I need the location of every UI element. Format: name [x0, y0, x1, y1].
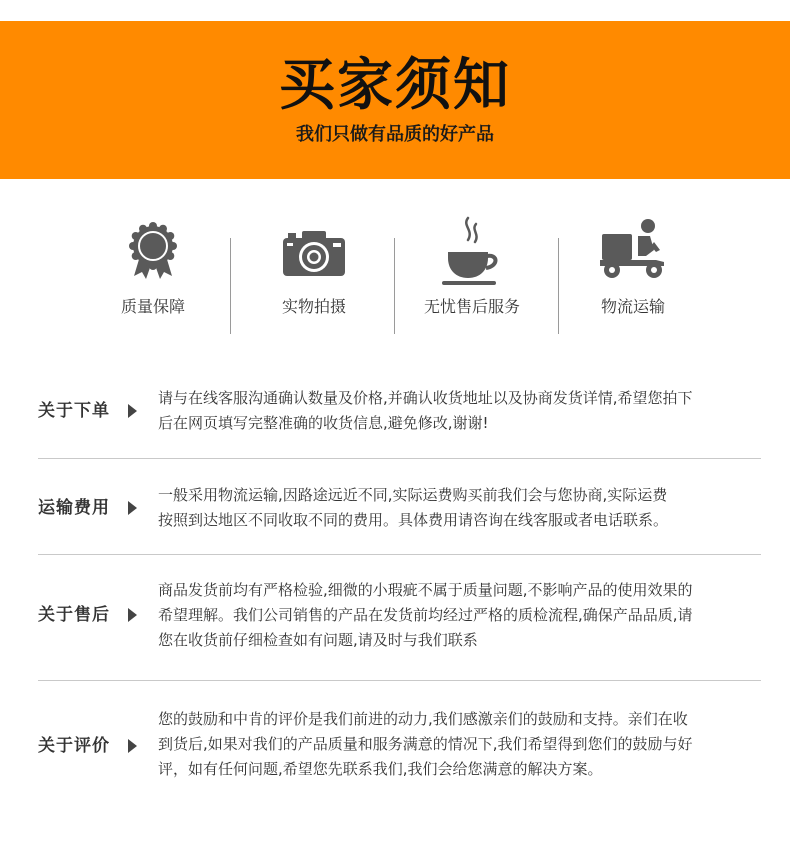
section-line: 一般采用物流运输,因路途远近不同,实际运费购买前我们会与您协商,实际运费	[158, 486, 668, 504]
feature-label: 实物拍摄	[281, 297, 346, 316]
arrow-right-icon	[128, 608, 137, 622]
feature-label: 物流运输	[600, 297, 665, 316]
page-subtitle: 我们只做有品质的好产品	[296, 124, 494, 145]
arrow-right-icon	[128, 404, 137, 418]
section-divider	[38, 680, 761, 681]
section-line: 您的鼓励和中肯的评价是我们前进的动力,我们感激亲们的鼓励和支持。亲们在收	[158, 710, 688, 728]
section-divider	[38, 554, 761, 555]
section-line: 评，如有任何问题,希望您先联系我们,我们会给您满意的解决方案。	[158, 760, 603, 778]
feature-row	[0, 212, 790, 332]
section-body	[158, 578, 761, 653]
section-line: 后在网页填写完整准确的收货信息,避免修改,谢谢!	[158, 414, 489, 432]
feature-label: 质量保障	[120, 297, 185, 316]
feature-label: 无忧售后服务	[423, 297, 520, 316]
section-body	[158, 707, 761, 782]
section-heading: 运输费用	[38, 498, 110, 518]
section-line: 商品发货前均有严格检验,细微的小瑕疵不属于质量问题,不影响产品的使用效果的	[158, 581, 693, 599]
camera-icon	[239, 222, 389, 290]
feature-logistics	[558, 212, 708, 332]
section-heading: 关于售后	[38, 605, 110, 625]
arrow-right-icon	[128, 501, 137, 515]
section-body	[158, 483, 761, 533]
feature-quality	[78, 212, 228, 332]
section-reviews	[38, 707, 761, 787]
coffee-cup-icon	[397, 214, 547, 282]
section-heading: 关于下单	[38, 401, 110, 421]
section-divider	[38, 458, 761, 459]
section-after-sales	[38, 578, 761, 658]
feature-after-sales	[397, 212, 547, 332]
quality-badge-icon	[78, 222, 228, 290]
page-title: 买家须知	[279, 53, 511, 118]
section-order	[38, 386, 761, 442]
arrow-right-icon	[128, 739, 137, 753]
header-banner	[0, 21, 790, 179]
section-body	[158, 386, 761, 436]
section-line: 请与在线客服沟通确认数量及价格,并确认收货地址以及协商发货详情,希望您拍下	[158, 389, 693, 407]
delivery-scooter-icon	[558, 216, 708, 284]
feature-photo	[239, 212, 389, 332]
feature-divider	[230, 238, 231, 334]
section-shipping	[38, 483, 761, 539]
section-line: 您在收货前仔细检查如有问题,请及时与我们联系	[158, 631, 478, 649]
feature-divider	[394, 238, 395, 334]
section-heading: 关于评价	[38, 736, 110, 756]
section-line: 按照到达地区不同收取不同的费用。具体费用请咨询在线客服或者电话联系。	[158, 511, 669, 529]
section-line: 希望理解。我们公司销售的产品在发货前均经过严格的质检流程,确保产品品质,请	[158, 606, 693, 624]
section-line: 到货后,如果对我们的产品质量和服务满意的情况下,我们希望得到您们的鼓励与好	[158, 735, 693, 753]
